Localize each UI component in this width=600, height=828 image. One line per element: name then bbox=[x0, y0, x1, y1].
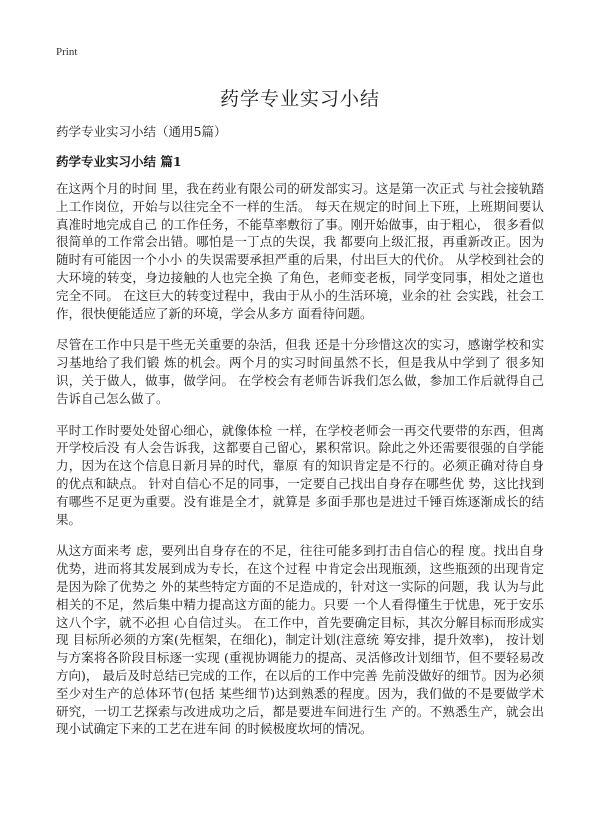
paragraph-2: 尽管在工作中只是干些无关重要的杂活，但我 还是十分珍惜这次的实习，感谢学校和实习基地给了我们锻 炼的机会。两个月的实习时间虽然不长，但是我从中学到了 很多知识，关于做人，做事，做学问。 在学校会有老师告诉我们怎么做，参加工作后就得自己 告诉自己怎么做了。 bbox=[56, 337, 544, 406]
paragraph-3: 平时工作时要处处留心细心，就像体检 一样，在学校老师会一再交代要带的东西，但离开学校后没 有人会告诉我，这都要自己留心，累积常识。除此之外还需要很强的自学能力，因为在这个信息日新月异的时代，靠原 有的知识肯定是不行的。必须正确对待自身的优点和缺点。 针对自信心不足的同事，一定要自己找出自身存在哪些优 势，这比找到有哪些不足更为重要。没有谁是全才，就算是 多面手那也是进过千锤百炼逐渐成长的结果。 bbox=[56, 422, 544, 527]
paragraph-1: 在这两个月的时间 里，我在药业有限公司的研发部实习。这是第一次正式 与社会接轨踏上工作岗位，开始与以往完全不一样的生活。 每天在规定的时间上下班，上班期间要认真准时地完成自己 的工作任务，不能草率敷衍了事。刚开始做事，由于粗心， 很多看似很简单的工作常会出错。哪怕是一丁点的失误，我 都要向上级汇报，再重新改正。因为随时有可能因一个小小 的失误需要承担严重的后果，付出巨大的代价。 从学校到社会的大环境的转变，身边接触的人也完全换 了角色，老师变老板，同学变同事，相处之道也完全不同。 在这巨大的转变过程中，我由于从小的生活环境，业余的社 会实践，社会工作，很快便能适应了新的环境，学会从多方 面看待问题。 bbox=[56, 181, 544, 321]
paragraph-4: 从这方面来考 虑，要列出自身存在的不足，往往可能多到打击自信心的程 度。找出自身优势，进而将其发展到成为专长，在这个过程 中肯定会出现瓶颈，这些瓶颈的出现肯定是因为除了优势之 外的某些特定方面的不足造成的，针对这一实际的问题，我 认为与此相关的不足，然后集中精力提高这方面的能力。只要 一个人看得懂生于忧患，死于安乐这八个字，就不必担 心自信过头。 在工作中，首先要确定目标，其次分解目标而形成实现 目标所必须的方案(先框架，在细化)，制定计划(注意统 筹安排，提升效率)， 按计划与方案将各阶段目标逐一实现 (重视协调能力的提高、灵活修改计划细节，但不要轻易改 方向)， 最后及时总结已完成的工作，在以后的工作中完善 先前没做好的细节。因为必须至少对生产的总体环节(包括 某些细节)达到熟悉的程度。因为，我们做的不是要做学术 研究，一切工艺探索与改进成功之后，都是要进车间进行生 产的。不熟悉生产，就会出现小试确定下来的工艺在进车间 的时候极度坎坷的情况。 bbox=[56, 543, 544, 737]
page-title: 药学专业实习小结 bbox=[219, 88, 380, 110]
print-link[interactable]: Print bbox=[56, 46, 78, 58]
document-body bbox=[56, 180, 544, 752]
document-subtitle: 药学专业实习小结（通用5篇） bbox=[56, 124, 227, 139]
section-heading: 药学专业实习小结 篇1 bbox=[56, 154, 182, 169]
